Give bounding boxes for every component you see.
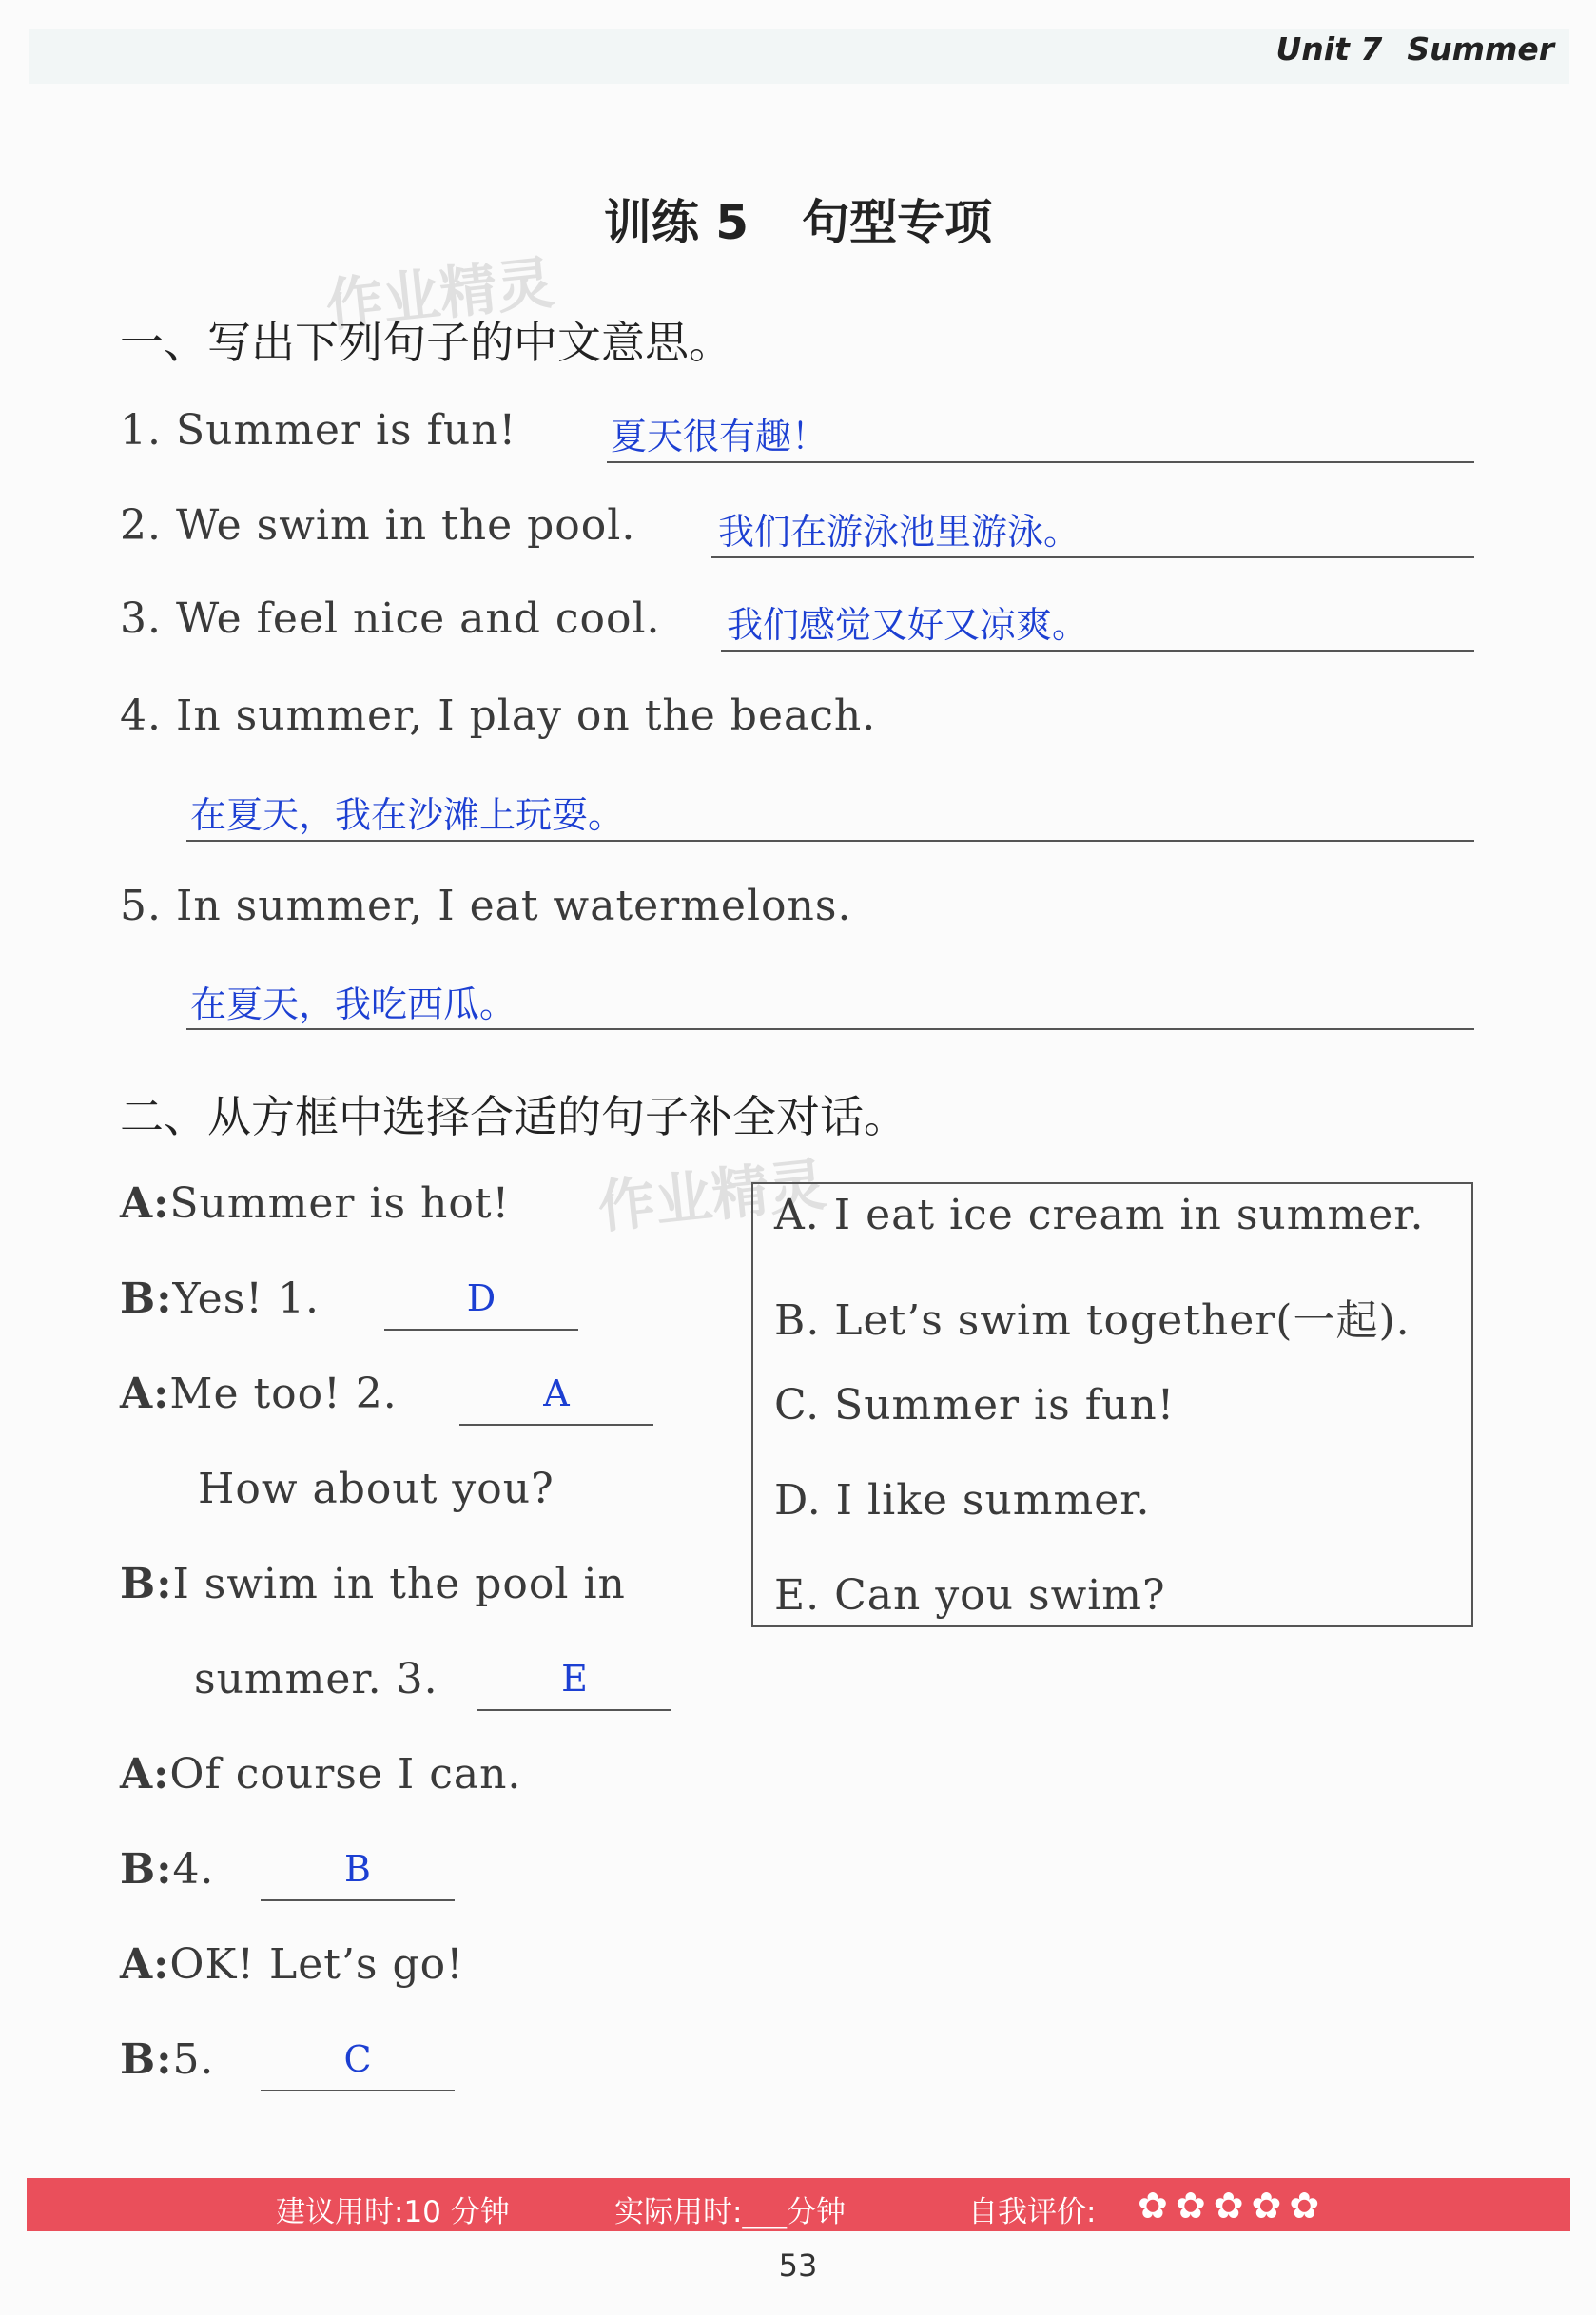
sentence-1: 1. Summer is fun! bbox=[120, 406, 517, 455]
dialogue-line-8 bbox=[120, 1845, 214, 1894]
page-title bbox=[0, 185, 1596, 253]
blank-line bbox=[384, 1329, 578, 1331]
dialogue-line-10 bbox=[120, 2035, 214, 2084]
actual-time: 实际用时:___分钟 bbox=[614, 2195, 846, 2229]
sentence-2: 2. We swim in the pool. bbox=[120, 501, 636, 550]
answer-line bbox=[721, 650, 1474, 652]
section2-heading: 二、从方框中选择合适的句子补全对话。 bbox=[120, 1091, 907, 1142]
flower-icon[interactable]: ✿ bbox=[1138, 2185, 1168, 2227]
speaker: B: bbox=[120, 1274, 173, 1323]
dialogue-text: Me too! 2. bbox=[169, 1370, 398, 1418]
dialogue-line-7 bbox=[120, 1750, 521, 1799]
blank-answer-1: D bbox=[466, 1277, 496, 1319]
answer-line bbox=[711, 556, 1474, 558]
title-part2: 句型专项 bbox=[802, 195, 993, 250]
dialogue-line-3 bbox=[120, 1370, 398, 1418]
dialogue-line-2 bbox=[120, 1274, 320, 1323]
blank-line bbox=[477, 1709, 671, 1711]
answer-line bbox=[607, 461, 1474, 463]
blank-answer-5: C bbox=[343, 2038, 372, 2080]
blank-line bbox=[261, 2090, 455, 2091]
answer-line bbox=[186, 1028, 1474, 1030]
flower-icon[interactable]: ✿ bbox=[1289, 2185, 1320, 2227]
speaker: A: bbox=[120, 1370, 170, 1418]
dialogue-line-4: How about you? bbox=[198, 1465, 555, 1513]
option-c: C. Summer is fun! bbox=[774, 1381, 1176, 1430]
unit-topic: Summer bbox=[1407, 30, 1554, 68]
sentence-3: 3. We feel nice and cool. bbox=[120, 594, 661, 643]
answer-4: 在夏天，我在沙滩上玩耍。 bbox=[190, 794, 625, 836]
title-part1: 训练 5 bbox=[603, 195, 749, 250]
speaker: B: bbox=[120, 1845, 173, 1894]
self-evaluation-label: 自我评价: bbox=[968, 2195, 1097, 2229]
flower-icon[interactable]: ✿ bbox=[1251, 2185, 1282, 2227]
speaker: B: bbox=[120, 1560, 173, 1608]
option-e: E. Can you swim? bbox=[774, 1571, 1166, 1620]
unit-header bbox=[1275, 30, 1554, 68]
dialogue-line-1 bbox=[120, 1179, 510, 1228]
blank-answer-4: B bbox=[344, 1848, 371, 1890]
blank-line bbox=[261, 1899, 455, 1901]
speaker: A: bbox=[120, 1940, 170, 1989]
dialogue-text: Yes! 1. bbox=[172, 1274, 320, 1323]
dialogue-text: 4. bbox=[172, 1845, 215, 1894]
dialogue-line-6: summer. 3. bbox=[194, 1655, 438, 1703]
blank-answer-2: A bbox=[543, 1372, 570, 1414]
flower-icon[interactable]: ✿ bbox=[1175, 2185, 1206, 2227]
dialogue-line-9 bbox=[120, 1940, 464, 1989]
footer-bar bbox=[27, 2178, 1570, 2231]
watermark: 作业精灵 bbox=[322, 249, 557, 340]
blank-answer-3: E bbox=[561, 1658, 588, 1700]
page-number: 53 bbox=[778, 2247, 818, 2284]
suggested-time: 建议用时:10 分钟 bbox=[276, 2195, 510, 2229]
dialogue-line-5 bbox=[120, 1560, 626, 1608]
watermark: 作业精灵 bbox=[594, 1151, 829, 1242]
answer-line bbox=[186, 840, 1474, 842]
unit-label: Unit 7 bbox=[1275, 30, 1383, 68]
flower-icon[interactable]: ✿ bbox=[1213, 2185, 1244, 2227]
answer-1: 夏天很有趣！ bbox=[611, 416, 828, 457]
speaker: A: bbox=[120, 1179, 170, 1228]
answer-3: 我们感觉又好又凉爽。 bbox=[727, 604, 1089, 646]
rating-stars[interactable] bbox=[1138, 2185, 1327, 2227]
option-b: B. Let’s swim together(一起). bbox=[774, 1296, 1411, 1345]
dialogue-text: Of course I can. bbox=[169, 1750, 522, 1799]
option-a: A. I eat ice cream in summer. bbox=[774, 1191, 1425, 1239]
dialogue-text: OK! Let’s go! bbox=[169, 1940, 464, 1989]
option-d: D. I like summer. bbox=[774, 1476, 1151, 1525]
section1-heading: 一、写出下列句子的中文意思。 bbox=[120, 317, 732, 368]
sentence-4: 4. In summer, I play on the beach. bbox=[120, 691, 877, 740]
dialogue-text: 5. bbox=[172, 2035, 215, 2084]
answer-2: 我们在游泳池里游泳。 bbox=[718, 511, 1080, 553]
answer-5: 在夏天，我吃西瓜。 bbox=[190, 983, 516, 1025]
blank-line bbox=[459, 1424, 653, 1426]
speaker: B: bbox=[120, 2035, 173, 2084]
speaker: A: bbox=[120, 1750, 170, 1799]
dialogue-text: Summer is hot! bbox=[169, 1179, 511, 1228]
sentence-5: 5. In summer, I eat watermelons. bbox=[120, 882, 852, 930]
dialogue-text: I swim in the pool in bbox=[172, 1560, 626, 1608]
